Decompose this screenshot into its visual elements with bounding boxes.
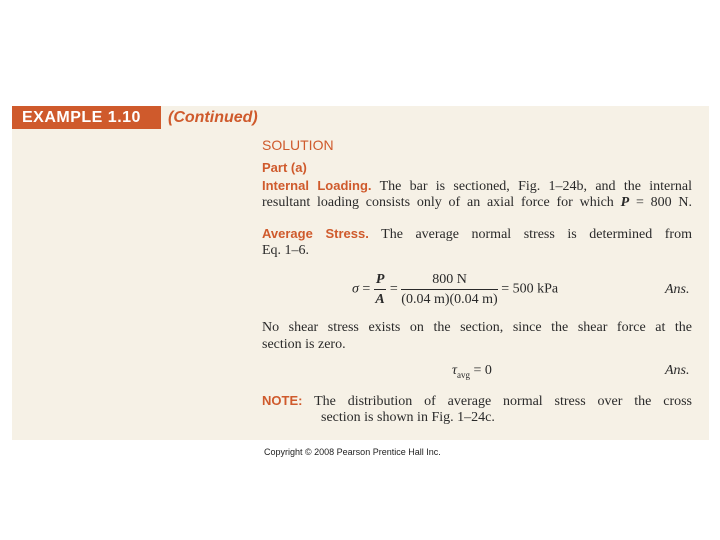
fraction-p-over-a: [374, 271, 387, 308]
internal-loading-text2: resultant loading consists only of an axial force for which: [262, 195, 614, 210]
sigma-symbol: σ: [352, 281, 359, 297]
note-line2: section is shown in Fig. 1–24c.: [321, 410, 495, 425]
copyright-notice: Copyright © 2008 Pearson Prentice Hall Inc.: [264, 447, 441, 457]
fraction-numeric: [401, 271, 497, 308]
shear-result: = 0: [473, 363, 492, 378]
equals-2: =: [389, 281, 398, 297]
answer-label-1: Ans.: [665, 282, 690, 297]
shear-line1: [262, 319, 692, 336]
tau-symbol: τ: [452, 363, 458, 378]
solution-heading: SOLUTION: [262, 137, 334, 153]
internal-loading-title: Internal Loading.: [262, 178, 372, 193]
equals-1: =: [362, 281, 371, 297]
fraction-denominator-area: (0.04 m)(0.04 m): [401, 292, 498, 307]
stress-equation: [352, 271, 558, 308]
example-label: EXAMPLE 1.10: [12, 106, 161, 129]
continued-label: (Continued): [168, 109, 258, 126]
internal-loading-line1: [262, 177, 692, 195]
force-variable: P: [620, 195, 630, 210]
fraction-numerator-p: P: [374, 271, 387, 290]
shear-text1: No shear stress exists on the section, since the shear force at the: [262, 320, 692, 335]
fraction-numerator-force: 800 N: [401, 271, 497, 290]
note-text1: The distribution of average normal stress over the cross: [314, 394, 693, 409]
average-stress-line2: Eq. 1–6.: [262, 243, 310, 258]
average-stress-text1: The average normal stress is determined from: [381, 227, 692, 242]
stress-result: = 500 kPa: [501, 281, 559, 297]
shear-equation: [452, 362, 492, 384]
shear-line2: section is zero.: [262, 337, 346, 352]
note-title: NOTE:: [262, 393, 303, 408]
internal-loading-text1: The bar is sectioned, Fig. 1–24b, and the internal: [379, 179, 692, 194]
average-stress-title: Average Stress.: [262, 226, 369, 241]
average-stress-line1: [262, 225, 692, 243]
internal-loading-line2: [262, 194, 692, 211]
tau-subscript: avg: [457, 369, 471, 380]
force-value: = 800 N.: [635, 195, 692, 210]
fraction-denominator-a: A: [375, 292, 385, 307]
note-line1: [262, 392, 692, 410]
answer-label-2: Ans.: [665, 363, 690, 378]
part-heading: Part (a): [262, 160, 307, 175]
